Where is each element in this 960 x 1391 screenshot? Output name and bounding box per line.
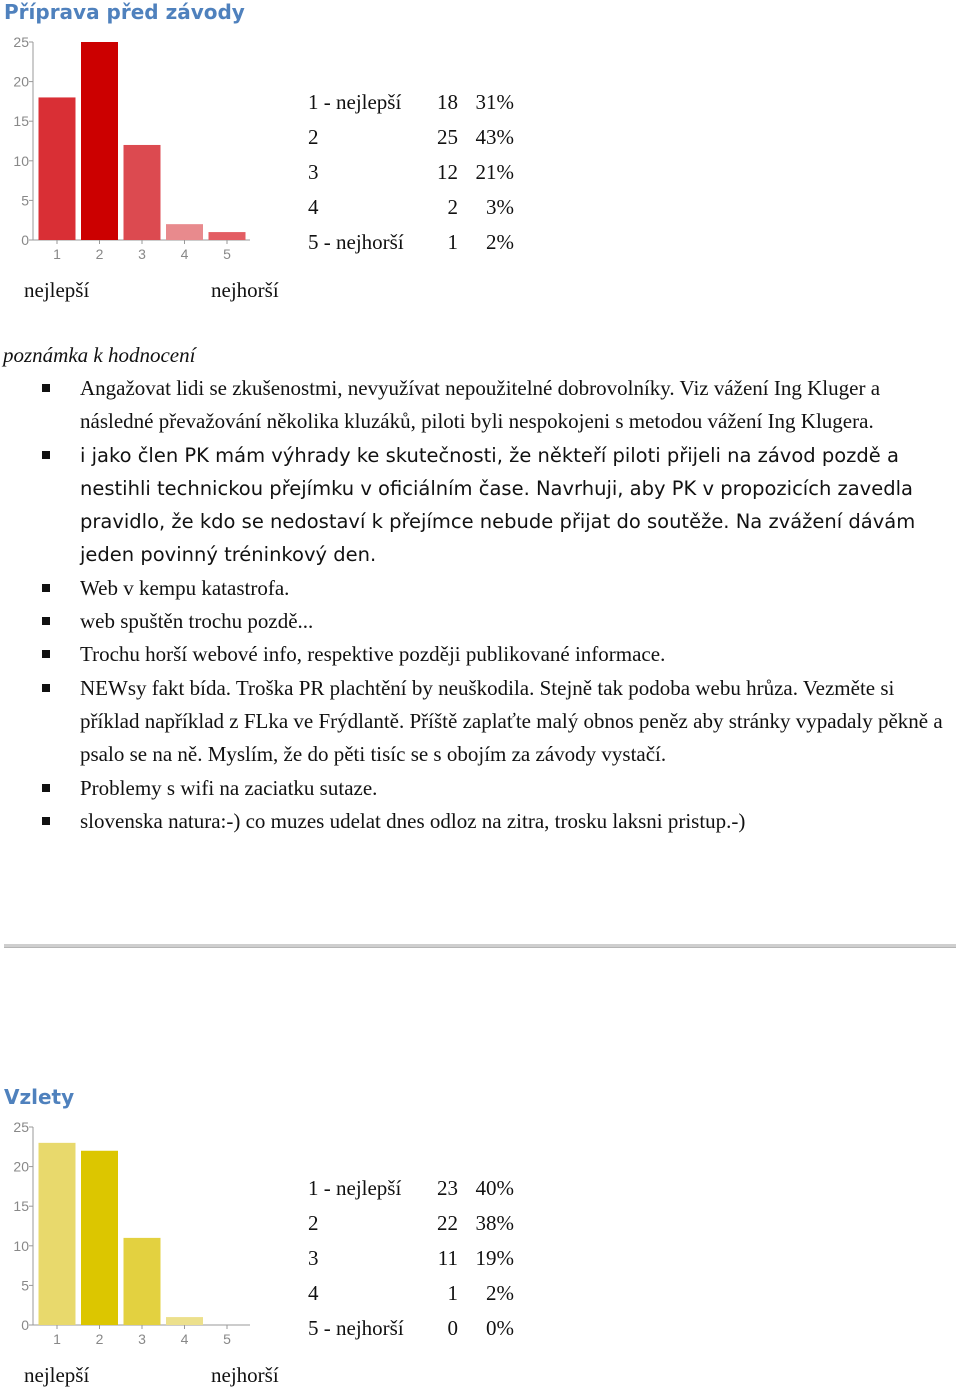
bullet-icon <box>42 384 50 392</box>
bar-chart-vzlety <box>0 1115 260 1355</box>
bullet-icon <box>42 784 50 792</box>
note-text: Trochu horší webové info, respektive později publikované informace. <box>80 642 666 667</box>
stats-row <box>308 1241 514 1276</box>
y-tick-label: 5 <box>21 1277 29 1294</box>
note-item <box>0 638 958 671</box>
note-item <box>0 772 958 805</box>
note-text: Problemy s wifi na zaciatku sutaze. <box>80 775 378 800</box>
bullet-icon <box>42 817 50 825</box>
stats-row <box>308 1171 514 1206</box>
worst-label: nejhorší <box>211 278 279 302</box>
bar-chart-priprava <box>0 30 260 270</box>
x-tick-label: 4 <box>180 246 189 262</box>
stats-row <box>308 190 514 225</box>
rating-count: 11 <box>437 1246 458 1270</box>
y-tick-label: 20 <box>13 73 29 90</box>
rating-label: 5 - nejhorší <box>308 230 404 254</box>
bullet-icon <box>42 451 50 459</box>
rating-percent: 3% <box>486 195 514 219</box>
y-tick-label: 15 <box>13 1198 29 1215</box>
note-text: Web v kempu katastrofa. <box>80 575 290 600</box>
bullet-icon <box>42 650 50 658</box>
x-tick-label: 5 <box>223 1331 231 1347</box>
bar-4 <box>166 1317 203 1325</box>
x-tick-label: 5 <box>223 246 231 262</box>
y-tick-label: 15 <box>13 113 29 130</box>
section-divider <box>4 944 956 948</box>
stats-table-vzlety <box>308 1171 514 1346</box>
rating-count: 12 <box>437 160 458 184</box>
note-text: NEWsy fakt bída. Troška PR plachtění by neuškodila. Stejně tak podoba webu hrůza. Vezměte si příklad například z FLka ve Frýdlantě. Příště zaplaťte malý obnos peněz aby stránky vypadaly pěkně a psalo se na ně. Myslím, že do pěti tisíc se s obojím za závody vystačí. <box>80 675 943 767</box>
rating-count: 2 <box>447 195 458 219</box>
bullet-icon <box>42 684 50 692</box>
stats-row <box>308 225 514 260</box>
rating-count: 23 <box>437 1176 458 1200</box>
note-text: Angažovat lidi se zkušenostmi, nevyužívat nepoužitelné dobrovolníky. Viz vážení Ing Kluger a následné převažování několika kluzáků, piloti byli nespokojeni s metodou vážení Ing Klugera. <box>80 376 881 434</box>
best-label: nejlepší <box>24 278 90 302</box>
worst-label: nejhorší <box>211 1363 279 1387</box>
rating-percent: 43% <box>475 125 514 149</box>
note-heading: poznámka k hodnocení <box>3 343 196 367</box>
stats-row <box>308 120 514 155</box>
rating-label: 1 - nejlepší <box>308 1176 402 1200</box>
stats-row <box>308 1276 514 1311</box>
note-text: slovenska natura:-) co muzes udelat dnes odloz na zitra, trosku laksni pristup.-) <box>80 808 746 833</box>
notes-list <box>0 372 958 838</box>
note-item <box>0 439 958 572</box>
rating-label: 4 <box>308 1281 319 1305</box>
rating-percent: 21% <box>475 160 514 184</box>
stats-table-priprava <box>308 85 514 260</box>
y-tick-label: 10 <box>13 152 29 169</box>
y-tick-label: 20 <box>13 1158 29 1175</box>
section-title-priprava: Příprava před závody <box>4 0 245 24</box>
rating-label: 2 <box>308 1211 319 1235</box>
bar-2 <box>81 1151 118 1325</box>
best-label: nejlepší <box>24 1363 90 1387</box>
bar-5 <box>209 232 246 240</box>
rating-label: 4 <box>308 195 319 219</box>
rating-percent: 2% <box>486 1281 514 1305</box>
x-tick-label: 4 <box>180 1331 189 1347</box>
stats-row <box>308 1206 514 1241</box>
bar-4 <box>166 224 203 240</box>
rating-count: 25 <box>437 125 458 149</box>
bullet-icon <box>42 617 50 625</box>
y-tick-label: 25 <box>13 1119 29 1135</box>
stats-row <box>308 1311 514 1346</box>
rating-percent: 2% <box>486 230 514 254</box>
x-tick-label: 3 <box>138 246 146 262</box>
bar-3 <box>124 1238 161 1325</box>
rating-count: 1 <box>447 230 458 254</box>
note-item <box>0 605 958 638</box>
rating-percent: 38% <box>475 1211 514 1235</box>
note-text: web spuštěn trochu pozdě... <box>80 609 314 634</box>
y-tick-label: 10 <box>13 1237 29 1254</box>
section-title-vzlety: Vzlety <box>4 1085 75 1109</box>
rating-label: 3 <box>308 1246 319 1270</box>
note-item <box>0 572 958 605</box>
bar-1 <box>39 1143 76 1325</box>
rating-count: 0 <box>447 1316 458 1340</box>
note-item <box>0 672 958 772</box>
x-tick-label: 1 <box>53 1331 61 1347</box>
note-item <box>0 372 958 439</box>
y-tick-label: 0 <box>21 232 29 248</box>
rating-percent: 19% <box>475 1246 514 1270</box>
note-text: i jako člen PK mám výhrady ke skutečnosti, že někteří piloti přijeli na závod pozdě a nestihli technickou přejímku v oficiálním čase. Navrhuji, aby PK v propozicích zavedla pravidlo, že kdo se nedostaví k přejímce nebude přijat do soutěže. Na zvážení dávám jeden povinný tréninkový den. <box>80 443 916 567</box>
rating-count: 18 <box>437 90 458 114</box>
y-tick-label: 5 <box>21 192 29 209</box>
bar-3 <box>124 145 161 240</box>
bullet-icon <box>42 584 50 592</box>
rating-label: 3 <box>308 160 319 184</box>
rating-label: 1 - nejlepší <box>308 90 402 114</box>
rating-count: 22 <box>437 1211 458 1235</box>
stats-row <box>308 155 514 190</box>
x-tick-label: 1 <box>53 246 61 262</box>
rating-percent: 40% <box>475 1176 514 1200</box>
rating-percent: 0% <box>486 1316 514 1340</box>
rating-percent: 31% <box>475 90 514 114</box>
x-tick-label: 2 <box>95 1331 104 1347</box>
y-tick-label: 25 <box>13 34 29 50</box>
note-item <box>0 805 958 838</box>
bar-1 <box>39 97 76 240</box>
rating-label: 2 <box>308 125 319 149</box>
bar-2 <box>81 42 118 240</box>
stats-row <box>308 85 514 120</box>
rating-count: 1 <box>447 1281 458 1305</box>
rating-label: 5 - nejhorší <box>308 1316 404 1340</box>
x-tick-label: 3 <box>138 1331 146 1347</box>
y-tick-label: 0 <box>21 1317 29 1333</box>
x-tick-label: 2 <box>95 246 104 262</box>
